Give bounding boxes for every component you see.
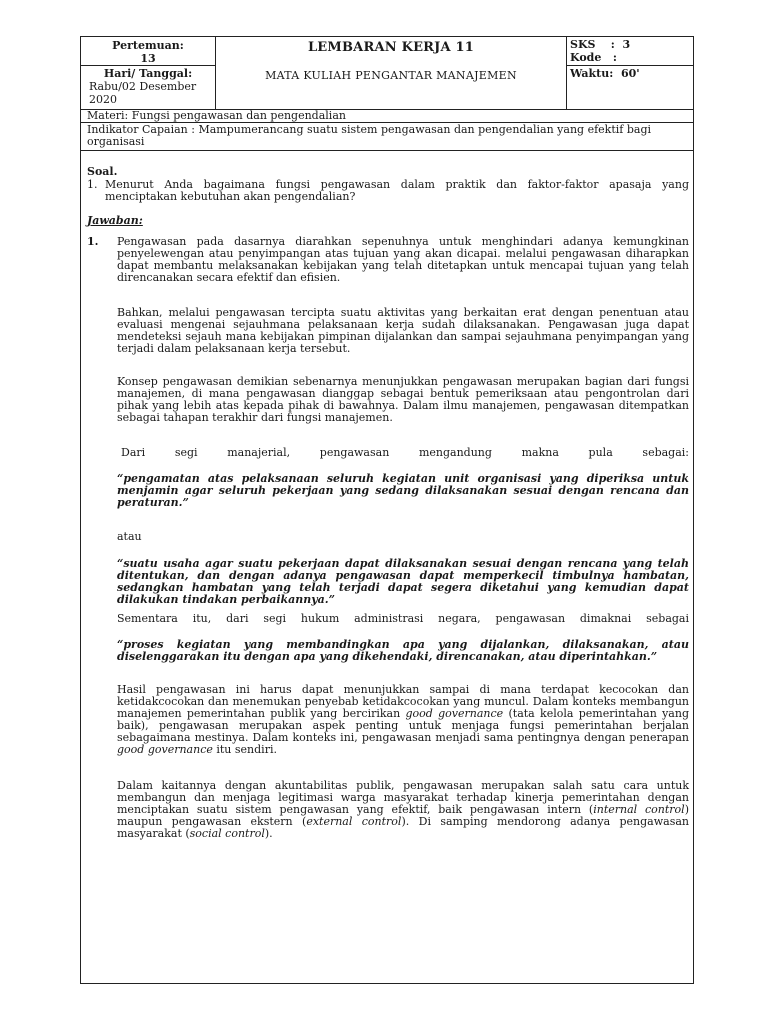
date-value: Rabu/02 Desember 2020 bbox=[89, 80, 197, 106]
title-cell bbox=[216, 37, 567, 110]
p7-part-a: Dalam kaitannya dengan akuntabilitas publik, pengawasan merupakan salah satu cara untuk membangun dan menjaga legitimasi warga masyarakat terhadap kinerja pemerintahan dengan menciptakan suatu sistem pengawasan yang efektif, baik pengawasan intern ( bbox=[117, 779, 689, 816]
question-text: Menurut Anda bagaimana fungsi pengawasan dalam praktik dan faktor-faktor apasaja yang menciptakan kebutuhan akan pengendalian? bbox=[105, 178, 689, 203]
materi-text: Materi: Fungsi pengawasan dan pengendalian bbox=[87, 109, 346, 122]
p6-part-c: (tata kelola pemerintahan yang baik), pengawasan merupakan aspek penting untuk menjaga fungsi pemerintahan berjalan sebagaimana mestinya. Dalam konteks ini, pengawasan menjadi sama pentingnya dengan penerapan bbox=[117, 707, 689, 744]
p6-emphasis-2: good governance bbox=[117, 743, 213, 756]
p7-emphasis-2: external control bbox=[306, 815, 402, 828]
p6-part-a: Hasil pengawasan ini harus dapat menunjukkan sampai di mana terdapat kecocokan dan ketidakcocokan dan menemukan penyebab ketidakcocokan yang muncul. Dalam konteks membangun manajemen pemerintahan publik yang bercirikan bbox=[117, 683, 689, 720]
answer-number: 1. bbox=[87, 235, 99, 248]
answer-paragraph-4: Dari segi manajerial, pengawasan mengandung makna pula sebagai: bbox=[121, 446, 689, 459]
p7-part-e: ). Di samping mendorong adanya pengawasan masyarakat ( bbox=[117, 815, 690, 840]
sks-value: SKS : 3 bbox=[570, 38, 631, 51]
p7-part-c: ) maupun pengawasan ekstern ( bbox=[117, 803, 689, 828]
meeting-label: Pertemuan: bbox=[112, 39, 184, 52]
quote-2: “suatu usaha agar suatu pekerjaan dapat dilaksanakan sesuai dengan rencana yang telah ditentukan, dan dengan adanya pengawasan dapat memperkecil timbulnya hambatan, sedangkan hambatan yang telah terjadi dapat segera diketahui yang kemudian dapat dilakukan tindakan perbaikannya.” bbox=[117, 557, 689, 606]
course-title: MATA KULIAH PENGANTAR MANAJEMEN bbox=[265, 69, 517, 82]
answer-paragraph-7 bbox=[117, 780, 689, 840]
answer-paragraph-2: Bahkan, melalui pengawasan tercipta suatu aktivitas yang berkaitan erat dengan penentuan atau evaluasi mengenai sejauhmana pelaksanaan kerja sudah dilaksanakan. Pengawasan juga dapat mendeteksi sejauh mana kebijakan pimpinan dijalankan dan sampai sejauhmana penyimpangan yang terjadi dalam pelaksanaan kerja tersebut. bbox=[117, 306, 689, 355]
quote-1: “pengamatan atas pelaksanaan seluruh kegiatan unit organisasi yang diperiksa untuk menjamin agar seluruh pekerjaan yang sedang dilaksanakan sesuai dengan rencana dan peraturan.” bbox=[117, 472, 689, 509]
answer-paragraph-6 bbox=[117, 684, 689, 756]
worksheet-page bbox=[80, 36, 694, 984]
p6-part-e: itu sendiri. bbox=[212, 743, 277, 756]
p7-emphasis-3: social control bbox=[189, 827, 265, 840]
credits-cell bbox=[567, 37, 693, 66]
answer-paragraph-3: Konsep pengawasan demikian sebenarnya menunjukkan pengawasan merupakan bagian dari fungsi manajemen, di mana pengawasan dianggap sebagai bentuk pemeriksaan atau pengontrolan dari pihak yang lebih atas kepada pihak di bawahnya. Dalam ilmu manajemen, pengawasan ditempatkan sebagai tahapan terakhir dari fungsi manajemen. bbox=[117, 375, 689, 424]
materi-row bbox=[81, 110, 693, 123]
p7-emphasis-1: internal control bbox=[593, 803, 685, 816]
meeting-cell bbox=[81, 37, 216, 66]
date-cell bbox=[81, 66, 216, 110]
date-label: Hari/ Tanggal: bbox=[103, 67, 193, 80]
indikator-row bbox=[81, 123, 693, 151]
meeting-number: 13 bbox=[140, 52, 156, 65]
question-number: 1. bbox=[87, 178, 98, 191]
quote-3: “proses kegiatan yang membandingkan apa yang dijalankan, dilaksanakan, atau diselenggarakan itu dengan apa yang dikehendaki, direncanakan, atau diperintahkan.” bbox=[117, 638, 689, 663]
worksheet-title: LEMBARAN KERJA 11 bbox=[307, 40, 475, 55]
p7-part-g: ). bbox=[264, 827, 273, 840]
waktu-value: Waktu: 60' bbox=[570, 67, 640, 80]
atau-text: atau bbox=[117, 530, 142, 543]
answer-paragraph-1: Pengawasan pada dasarnya diarahkan sepenuhnya untuk menghindari adanya kemungkinan penyelewengan atau penyimpangan atas tujuan yang akan dicapai. melalui pengawasan diharapkan dapat membantu melaksanakan kebijakan yang telah ditetapkan untuk mencapai tujuan yang telah direncanakan secara efektif dan efisien. bbox=[117, 235, 689, 284]
soal-label: Soal. bbox=[87, 165, 118, 178]
indikator-text: Indikator Capaian : Mampumerancang suatu sistem pengawasan dan pengendalian yang efektif bagi organisasi bbox=[87, 123, 651, 148]
p6-emphasis-1: good governance bbox=[405, 707, 504, 720]
kode-value: Kode : bbox=[570, 51, 617, 64]
jawaban-label: Jawaban: bbox=[87, 214, 143, 227]
time-cell bbox=[567, 66, 693, 110]
answer-paragraph-5: Sementara itu, dari segi hukum administrasi negara, pengawasan dimaknai sebagai bbox=[117, 612, 689, 625]
